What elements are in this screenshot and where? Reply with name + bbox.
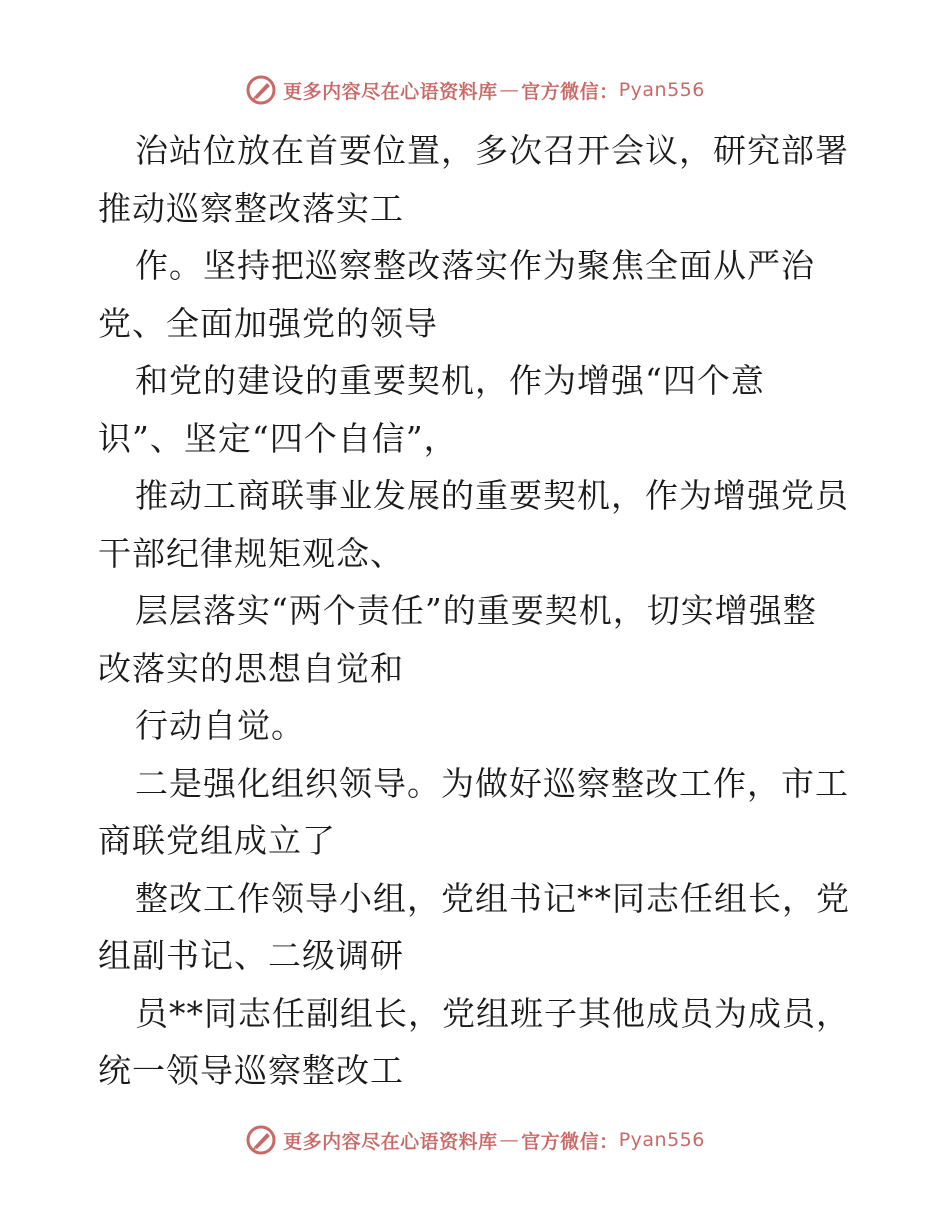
text-line: 统一领导巡察整改工	[98, 1051, 404, 1090]
watermark-brand: 更多内容尽在心语资料库	[283, 80, 498, 103]
text-line: 治站位放在首要位置，多次召开会议，研究部署	[135, 131, 849, 170]
watermark-separator: —	[499, 79, 520, 101]
header-watermark	[0, 74, 950, 106]
text-line: 识”、坚定“四个自信”，	[98, 418, 458, 458]
watermark-official: 官方微信：	[521, 80, 619, 103]
pen-logo-icon	[245, 74, 277, 106]
watermark-brand: 更多内容尽在心语资料库	[283, 1130, 498, 1153]
text-line: 二是强化组织领导。为做好巡察整改工作，市工	[135, 763, 849, 803]
text-line: 干部纪律规矩观念、	[98, 533, 404, 573]
document-body	[98, 122, 858, 1100]
watermark-wechat-id: Pyan556	[618, 1129, 705, 1151]
footer-watermark	[0, 1124, 950, 1156]
watermark-wechat-id: Pyan556	[618, 79, 705, 101]
text-line: 员**同志任副组长，党组班子其他成员为成员，	[135, 993, 850, 1033]
text-line: 推动工商联事业发展的重要契机，作为增强党员	[135, 476, 849, 515]
watermark-separator: —	[499, 1129, 520, 1151]
text-line: 和党的建设的重要契机，作为增强“四个意	[135, 361, 765, 400]
text-line: 整改工作领导小组，党组书记**同志任组长，党	[135, 878, 850, 918]
watermark-official: 官方微信：	[521, 1130, 619, 1153]
text-line: 行动自觉。	[135, 706, 305, 745]
text-line: 层层落实“两个责任”的重要契机，切实增强整	[135, 591, 817, 630]
text-line: 组副书记、二级调研	[98, 936, 404, 975]
text-line: 改落实的思想自觉和	[98, 648, 404, 688]
text-line: 推动巡察整改落实工	[98, 188, 404, 228]
text-line: 作。坚持把巡察整改落实作为聚焦全面从严治	[135, 246, 815, 285]
text-line: 商联党组成立了	[98, 821, 336, 860]
text-line: 党、全面加强党的领导	[98, 303, 438, 343]
pen-logo-icon	[245, 1124, 277, 1156]
